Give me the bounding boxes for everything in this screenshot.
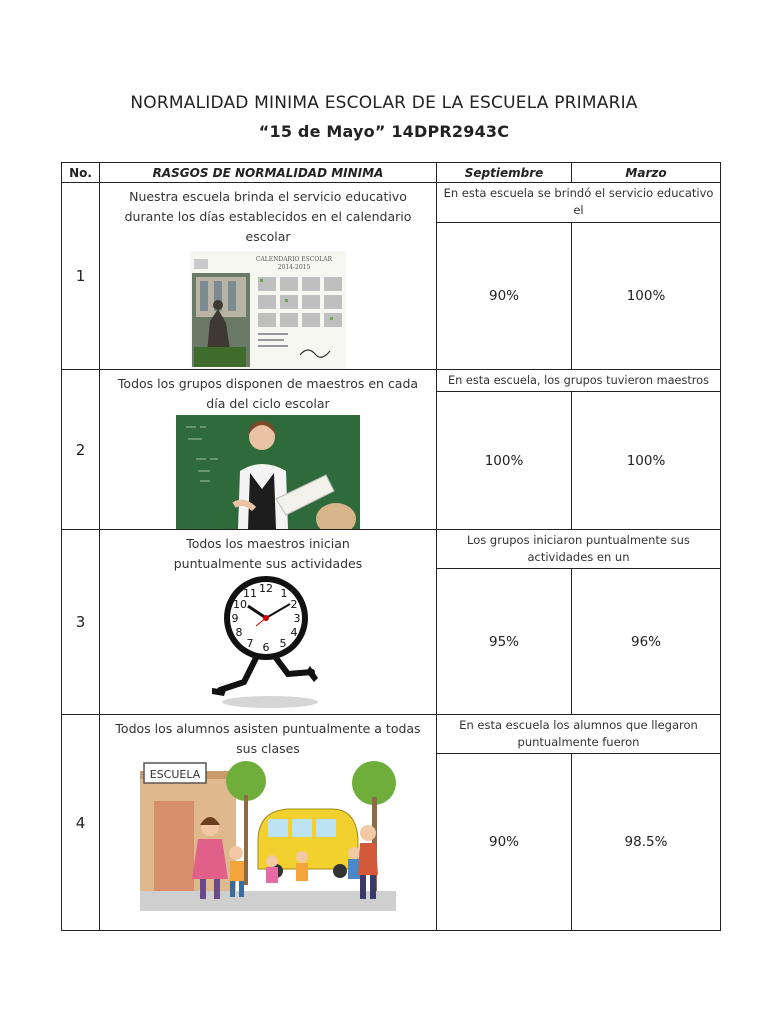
clock-2: 2	[290, 598, 298, 611]
table-row	[62, 530, 721, 569]
clock-4: 4	[290, 626, 298, 639]
rasgo-text: Todos los maestros inician puntualmente sus actividades	[173, 536, 363, 571]
clock-7: 7	[246, 637, 254, 650]
septiembre-value: 90%	[437, 223, 572, 370]
calendar-heading: CALENDARIO ESCOLAR	[255, 256, 333, 263]
escuela-sign: ESCUELA	[149, 768, 201, 781]
teacher-image	[176, 415, 360, 529]
row-number: 1	[62, 183, 100, 370]
clock-3: 3	[293, 612, 301, 625]
marzo-value: 100%	[572, 392, 721, 530]
document-subtitle: “15 de Mayo” 14DPR2943C	[258, 122, 510, 141]
marzo-value: 100%	[572, 223, 721, 370]
row-caption: En esta escuela, los grupos tuvieron maestros	[437, 370, 721, 392]
clock-5: 5	[279, 637, 287, 650]
table-row	[62, 183, 721, 223]
septiembre-value: 100%	[437, 392, 572, 530]
rasgo-cell	[100, 530, 437, 715]
rasgo-cell	[100, 715, 437, 931]
svg-text:12: 12	[259, 582, 273, 595]
rasgo-text: Todos los grupos disponen de maestros en cada día del ciclo escolar	[117, 376, 419, 411]
marzo-value: 98.5%	[572, 754, 721, 931]
row-number: 4	[62, 715, 100, 931]
clock-6: 6	[262, 641, 270, 654]
marzo-value: 96%	[572, 569, 721, 715]
normalidad-table	[61, 162, 721, 931]
header-marzo: Marzo	[572, 163, 721, 183]
clock-9: 9	[231, 612, 239, 625]
running-clock-image	[208, 574, 328, 710]
rasgo-text: Nuestra escuela brinda el servicio educativo durante los días establecidos en el calendario escolar	[124, 189, 412, 244]
rasgo-cell	[100, 183, 437, 370]
table-row	[62, 715, 721, 754]
row-number: 2	[62, 370, 100, 530]
table-header-row	[62, 163, 721, 183]
row-caption: En esta escuela los alumnos que llegaron puntualmente fueron	[437, 715, 721, 754]
row-number: 3	[62, 530, 100, 715]
row-caption: En esta escuela se brindó el servicio educativo el	[437, 183, 721, 223]
clock-8: 8	[235, 626, 243, 639]
clock-11: 11	[243, 587, 257, 600]
row-caption: Los grupos iniciaron puntualmente sus actividades en un	[437, 530, 721, 569]
clock-1: 1	[280, 587, 288, 600]
calendar-years: 2014-2015	[277, 264, 311, 271]
rasgo-text: Todos los alumnos asisten puntualmente a todas sus clases	[115, 721, 421, 756]
header-septiembre: Septiembre	[437, 163, 572, 183]
school-kids-image	[140, 761, 396, 911]
document-title: NORMALIDAD MINIMA ESCOLAR DE LA ESCUELA PRIMARIA	[130, 93, 638, 113]
school-calendar-image	[190, 251, 346, 369]
clock-10: 10	[233, 598, 247, 611]
septiembre-value: 90%	[437, 754, 572, 931]
header-no: No.	[62, 163, 100, 183]
table-row	[62, 370, 721, 392]
septiembre-value: 95%	[437, 569, 572, 715]
rasgo-cell	[100, 370, 437, 530]
header-rasgos: RASGOS DE NORMALIDAD MINIMA	[100, 163, 437, 183]
